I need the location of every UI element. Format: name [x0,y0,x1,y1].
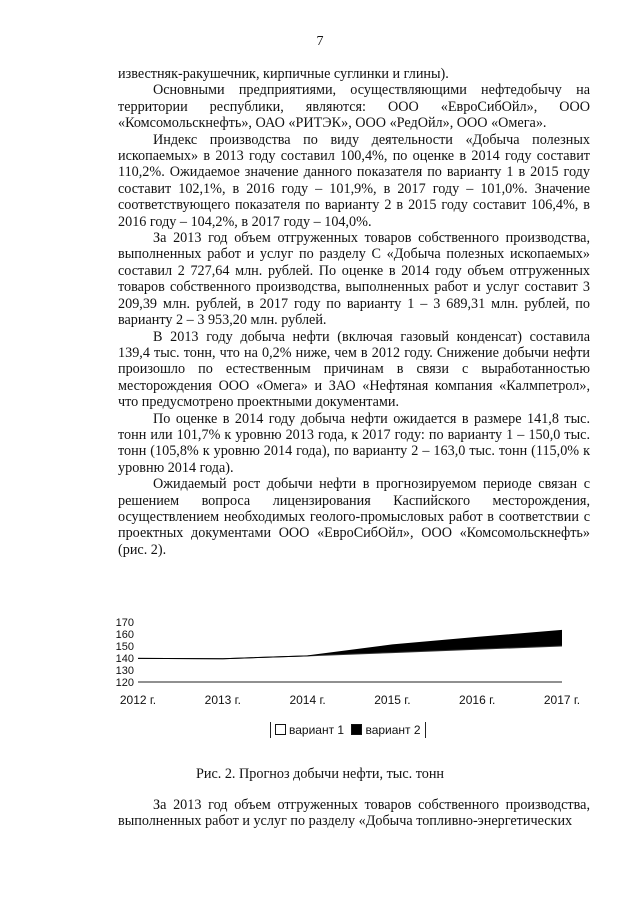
y-tick-label: 130 [115,665,134,677]
y-tick-label: 170 [115,617,134,629]
text-block-bottom [118,797,590,830]
x-tick-label: 2013 г. [204,693,241,707]
legend-label-variant-1: вариант 1 [289,723,345,737]
body-paragraph: Индекс производства по виду деятельности «Добыча полезных ископаемых» в 2013 году составил 100,4%, по оценке в 2014 году составит 110,2%. Ожидаемое значение данного показателя по варианту 1 в 2015 году составит 102,1%, в 2016 году – 101,9%, в 2017 году – 101,0%. Значение соответствующего показателя по варианту 2 в 2015 году составит 106,4%, в 2016 году – 104,2%, в 2017 году – 104,0%. [118,131,590,230]
body-paragraph: По оценке в 2014 году добыча нефти ожидается в размере 141,8 тыс. тонн или 101,7% к уровню 2013 года, к 2017 году: по варианту 1 – 150,0 тыс. тонн (105,8% к уровню 2014 года), по варианту 2 – 163,0 тыс. тонн (115,0% к уровню 2014 года). [118,410,590,476]
x-tick-label: 2015 г. [374,693,411,707]
body-paragraph: За 2013 год объем отгруженных товаров собственного производства, выполненных работ и услуг по разделу «Добыча топливно-энергетических [118,797,590,830]
figure-caption: Рис. 2. Прогноз добычи нефти, тыс. тонн [195,766,445,782]
body-paragraph: В 2013 году добыча нефти (включая газовый конденсат) составила 139,4 тыс. тонн, что на 0,2% ниже, чем в 2012 году. Снижение добычи нефти произошло по естественным причинам в связи с выработанностью месторождения ООО «Омега» и ЗАО «Нефтяная компания «Калмпетрол», что предусмотрено проектными документами. [118,328,590,411]
y-tick-label: 150 [115,641,134,653]
legend-swatch-variant-1 [275,724,286,735]
y-tick-label: 120 [115,677,134,689]
page-number: 7 [316,34,324,49]
y-tick-label: 140 [115,653,134,665]
text-block-top [118,66,590,558]
body-paragraph: За 2013 год объем отгруженных товаров собственного производства, выполненных работ и услуг по разделу С «Добыча полезных ископаемых» составил 2 727,64 млн. рублей. По оценке в 2014 году объем отгруженных товаров собственного производства, выполненных работ и услуг составит 3 209,39 млн. рублей, в 2017 году по варианту 1 – 3 689,31 млн. рублей, по варианту 2 – 3 953,20 млн. рублей. [118,230,590,329]
body-paragraph: Основными предприятиями, осуществляющими нефтедобычу на территории республики, являются: ООО «ЕвроСибОйл», ООО «Комсомольскнефть», ОАО «РИТЭК», ООО «РедОйл», ООО «Омега». [118,82,590,132]
legend-label-variant-2: вариант 2 [365,723,421,737]
x-tick-label: 2017 г. [543,693,580,707]
x-tick-label: 2016 г. [459,693,496,707]
body-paragraph: известняк-ракушечник, кирпичные суглинки и глины). [118,66,449,82]
y-tick-label: 160 [115,629,134,641]
chart-legend [270,722,426,738]
legend-swatch-variant-2 [351,724,362,735]
oil-production-chart [100,612,580,762]
chart-svg [100,612,580,722]
x-tick-label: 2012 г. [119,693,157,707]
x-tick-label: 2014 г. [289,693,326,707]
body-paragraph: Ожидаемый рост добычи нефти в прогнозируемом периоде связан с решением вопроса лицензирования Каспийского месторождения, осуществлением необходимых геолого-промысловых работ в соответствии с проектных документами ООО «ЕвроСибОйл», ООО «Комсомольскнефть» (рис. 2). [118,476,590,558]
